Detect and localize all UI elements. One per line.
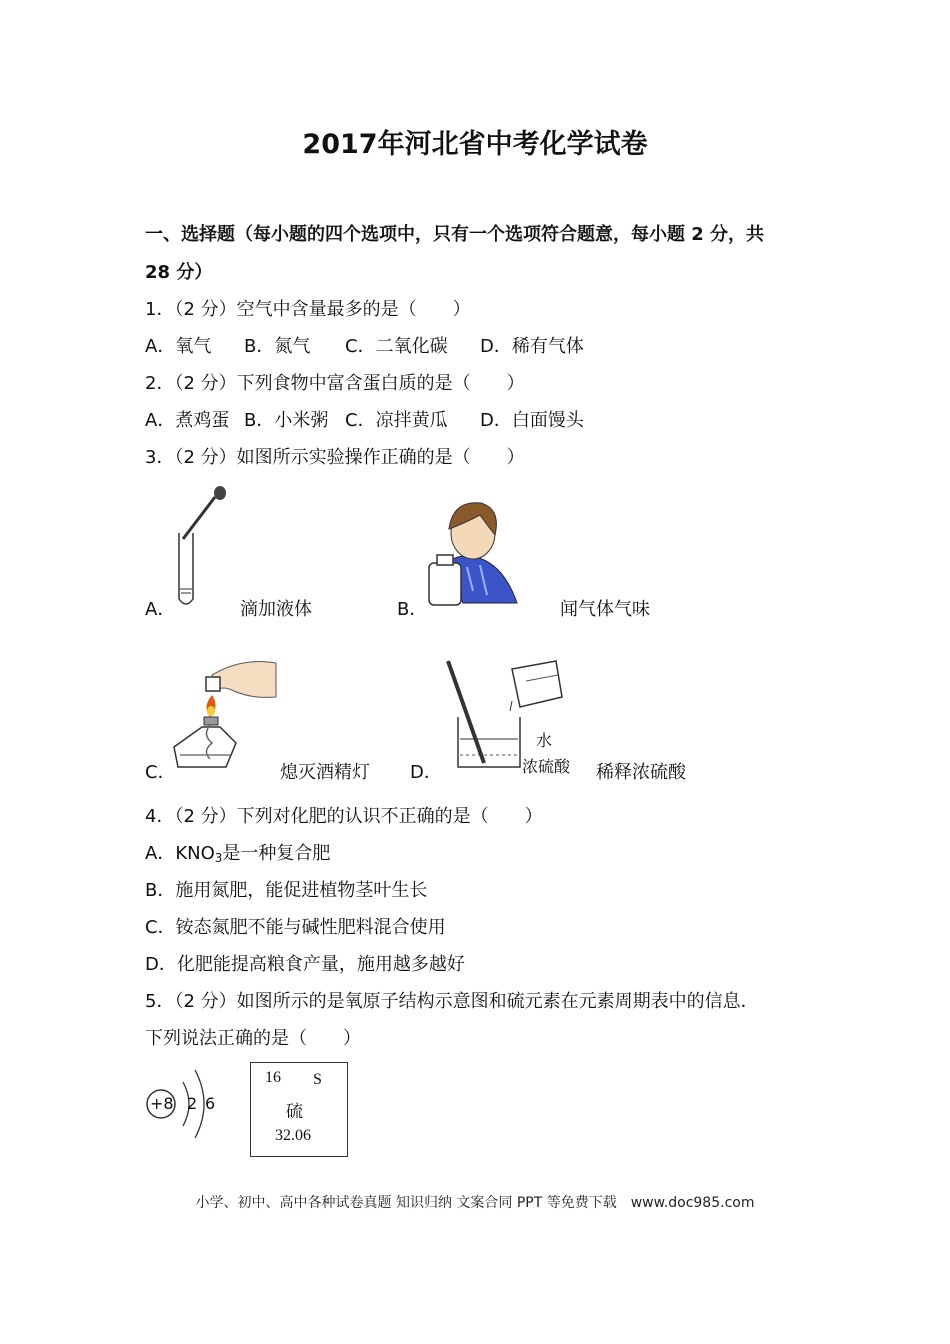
atom-shell-2-count: 6 — [205, 1094, 216, 1113]
question-3-stem: 3．（2 分）如图所示实验操作正确的是（ ） — [145, 447, 525, 468]
section-heading-line1: 一、选择题（每小题的四个选项中，只有一个选项符合题意，每小题 2 分，共 — [145, 224, 765, 245]
q4-option-a-prefix: A．KNO — [145, 843, 215, 864]
q4-option-d: D．化肥能提高粮食产量，施用越多越好 — [145, 954, 465, 975]
q3-caption-a: 滴加液体 — [240, 599, 312, 620]
q2-option-b: B．小米粥 — [244, 410, 329, 431]
q2-option-c: C．凉拌黄瓜 — [345, 410, 448, 431]
alcohol-lamp-figure — [172, 655, 280, 773]
q3-caption-c: 熄灭酒精灯 — [280, 762, 370, 783]
q3-caption-d: 稀释浓硫酸 — [596, 762, 686, 783]
question-4-stem: 4．（2 分）下列对化肥的认识不正确的是（ ） — [145, 806, 543, 827]
question-2-stem: 2．（2 分）下列食物中富含蛋白质的是（ ） — [145, 373, 525, 394]
q3-option-d-letter: D． — [410, 762, 442, 783]
figure-d-water-label: 水 — [536, 731, 553, 750]
q3-option-c-letter: C． — [145, 762, 176, 783]
atom-nucleus-charge: +8 — [150, 1094, 174, 1113]
q1-option-c: C．二氧化碳 — [345, 336, 448, 357]
q1-option-b: B．氮气 — [244, 336, 311, 357]
q4-option-a — [145, 839, 330, 865]
question-5-stem-line1: 5．（2 分）如图所示的是氧原子结构示意图和硫元素在元素周期表中的信息． — [145, 991, 759, 1012]
smelling-gas-figure — [425, 495, 520, 610]
element-atomic-number: 16 — [265, 1069, 281, 1086]
q4-option-a-suffix: 是一种复合肥 — [222, 843, 331, 864]
q2-option-a: A．煮鸡蛋 — [145, 410, 230, 431]
question-1-stem: 1．（2 分）空气中含量最多的是（ ） — [145, 299, 471, 320]
page-footer: 小学、初中、高中各种试卷真题 知识归纳 文案合同 PPT 等免费下载 www.doc985.com — [195, 1195, 755, 1211]
q3-caption-b: 闻气体气味 — [560, 599, 650, 620]
q4-option-b: B．施用氮肥，能促进植物茎叶生长 — [145, 880, 428, 901]
element-atomic-mass: 32.06 — [275, 1127, 311, 1144]
dropper-test-tube-figure — [165, 485, 240, 613]
q2-option-d: D．白面馒头 — [480, 410, 584, 431]
question-5-stem-line2: 下列说法正确的是（ ） — [145, 1028, 361, 1049]
atom-shell-1-count: 2 — [187, 1094, 198, 1113]
q1-option-a: A．氧气 — [145, 336, 212, 357]
figure-d-acid-label: 浓硫酸 — [522, 757, 571, 776]
section-heading-line2: 28 分） — [145, 262, 213, 283]
element-symbol: S — [313, 1071, 322, 1088]
element-name: 硫 — [286, 1102, 303, 1121]
q4-option-c: C．铵态氮肥不能与碱性肥料混合使用 — [145, 917, 446, 938]
q3-option-b-letter: B． — [397, 599, 428, 620]
page-title: 2017年河北省中考化学试卷 — [302, 129, 648, 160]
q1-option-d: D．稀有气体 — [480, 336, 584, 357]
q4-option-a-subscript: 3 — [214, 851, 223, 865]
element-cell-sulfur — [250, 1062, 348, 1157]
q3-option-a-letter: A． — [145, 599, 176, 620]
